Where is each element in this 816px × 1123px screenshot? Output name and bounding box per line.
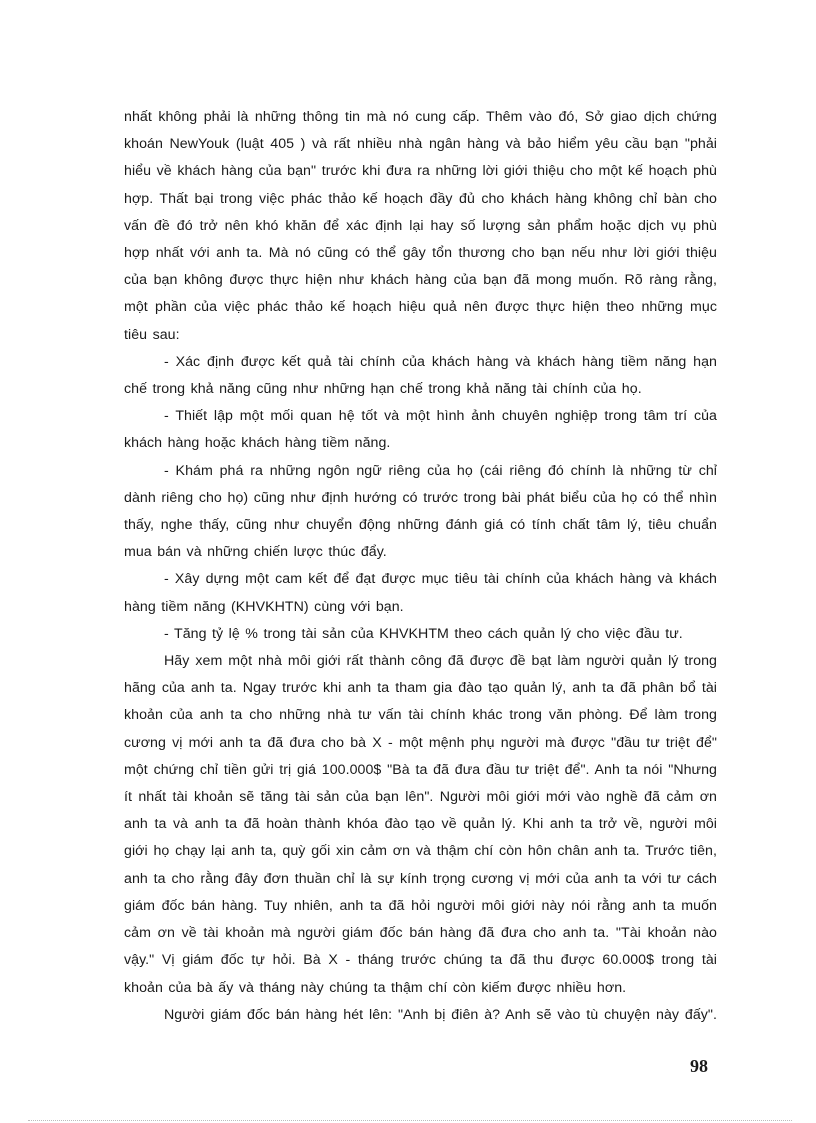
paragraph-intro: nhất không phải là những thông tin mà nó cung cấp. Thêm vào đó, Sở giao dịch chứng khoán NewYouk (luật 405 ) và rất nhiều nhà ngân hàng và bảo hiểm yêu cầu bạn "phải hiểu về khách hàng của bạn" trước khi đưa ra những lời giới thiệu cho một kế hoạch phù hợp. Thất bại trong việc phác thảo kế hoạch đầy đủ cho khách hàng không chỉ bàn cho vấn đề đó trở nên khó khăn để xác định lại hay số lượng sản phẩm hoặc dịch vụ phù hợp nhất với anh ta. Mà nó cũng có thể gây tổn thương cho bạn nếu như lời giới thiệu của bạn không được thực hiện như khách hàng của bạn đã mong muốn. Rõ ràng rằng, một phần của việc phác thảo kế hoạch hiệu quả nên được thực hiện theo những mục tiêu sau: xyxy=(124,109,717,343)
page-number: 98 xyxy=(690,1056,708,1076)
list-item-goal-1: - Xác định được kết quả tài chính của khách hàng và khách hàng tiềm năng hạn chế trong khả năng cũng như những hạn chế trong khả năng tài chính của họ. xyxy=(124,353,717,398)
paragraph-closing: Người giám đốc bán hàng hét lên: "Anh bị điên à? Anh sẽ vào tù chuyện này đấy". xyxy=(164,1006,717,1023)
list-item-goal-5: - Tăng tỷ lệ % trong tài sản của KHVKHTM theo cách quản lý cho việc đầu tư. xyxy=(164,625,683,642)
list-item-goal-3: - Khám phá ra những ngôn ngữ riêng của họ (cái riêng đó chính là những từ chỉ dành riêng cho họ) cũng như định hướng có trước trong bài phát biểu của họ có thể nhìn thấy, nghe thấy, cũng như chuyển động những đánh giá có tính chất tâm lý, tiêu chuẩn mua bán và những chiến lược thúc đẩy. xyxy=(124,462,717,561)
list-item-goal-4: - Xây dựng một cam kết để đạt được mục tiêu tài chính của khách hàng và khách hàng tiềm năng (KHVKHTN) cùng với bạn. xyxy=(124,571,717,615)
paragraph-story: Hãy xem một nhà môi giới rất thành công đã được đề bạt làm người quản lý trong hãng của anh ta. Ngay trước khi anh ta tham gia đào tạo quản lý, anh ta đã phân bổ tài khoản của anh ta cho những nhà tư vấn tài chính khác trong văn phòng. Để làm trong cương vị mới anh ta đã đưa cho bà X - một mệnh phụ người mà được "đầu tư triệt để" một chứng chỉ tiền gửi trị giá 100.000$ "Bà ta đã đưa đầu tư triệt để". Anh ta nói "Nhưng ít nhất tài khoản sẽ tăng tài sản của bạn lên". Người môi giới mới vào nghề đã cảm ơn anh ta và anh ta đã hoàn thành khóa đào tạo về quản lý. Khi anh ta trở về, người môi giới họ chạy lại anh ta, quỳ gối xin cảm ơn và thậm chí còn hôn chân anh ta. Trước tiên, anh ta cho rằng đây đơn thuần chỉ là sự kính trọng cương vị mới của anh ta với tư cách giám đốc bán hàng. Tuy nhiên, anh ta đã hỏi người môi giới này nói rằng anh ta muốn cảm ơn về tài khoản mà người giám đốc bán hàng đã đưa cho anh ta. "Tài khoản nào vậy." Vị giám đốc tự hỏi. Bà X - tháng trước chúng ta đã thu được 60.000$ trong tài khoản của bà ấy và tháng này chúng ta thậm chí còn kiếm được nhiều hơn. xyxy=(124,653,717,996)
page-bottom-divider xyxy=(28,1120,792,1121)
body-text xyxy=(124,104,717,1029)
list-item-goal-2: - Thiết lập một mối quan hệ tốt và một hình ảnh chuyên nghiệp trong tâm trí của khách hàng hoặc khách hàng tiềm năng. xyxy=(124,408,717,452)
